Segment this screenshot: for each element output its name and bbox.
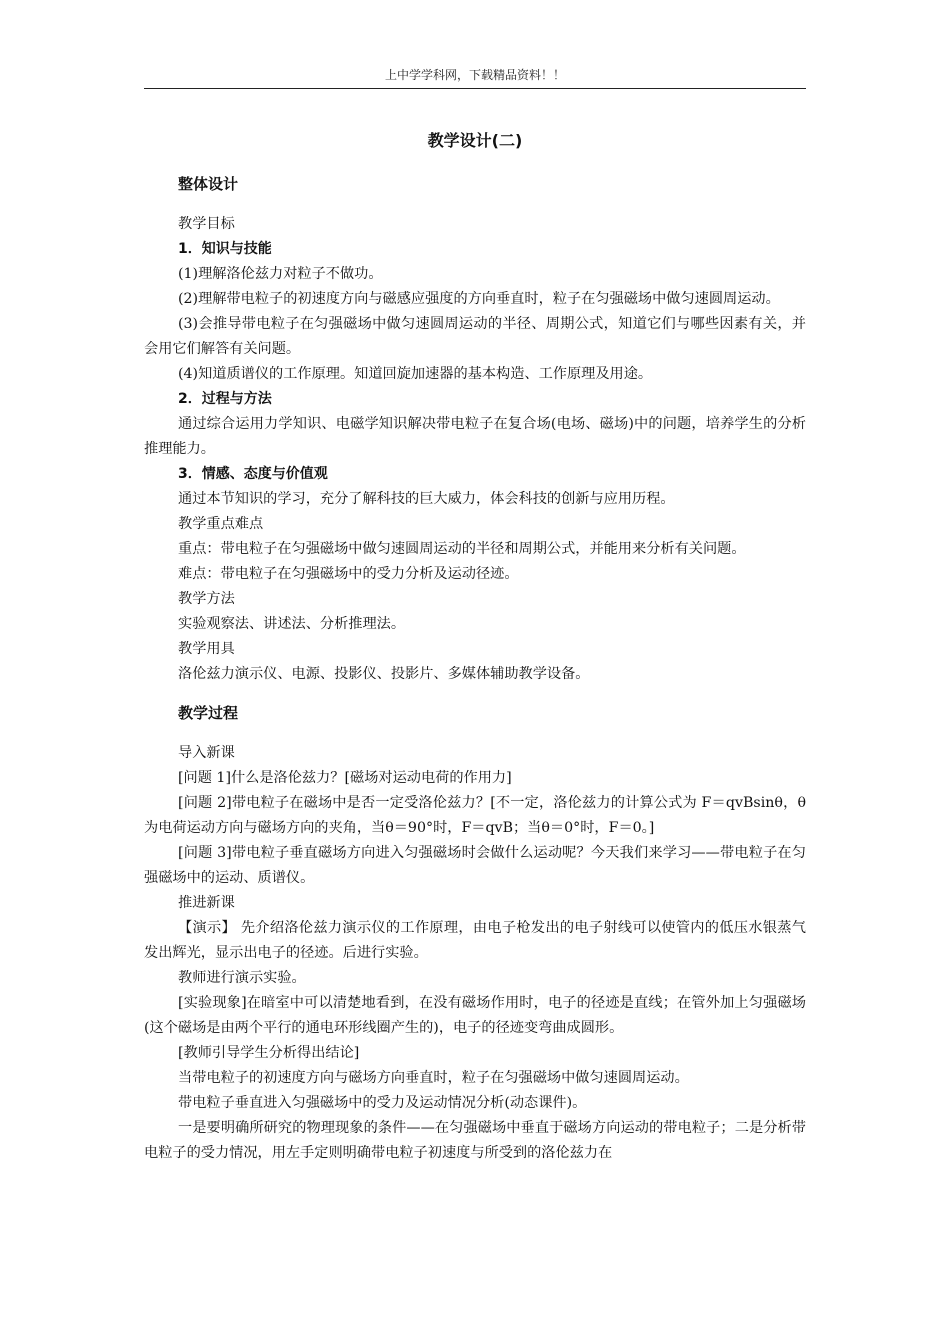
page-header: 上中学学科网，下载精品资料！！	[144, 66, 806, 89]
question-2: [问题 2]带电粒子在磁场中是否一定受洛伦兹力？[不一定，洛伦兹力的计算公式为 F＝qvBsinθ，θ为电荷运动方向与磁场方向的夹角，当θ＝90°时，F＝qvB；当θ＝0°时，F＝0。]	[144, 795, 806, 836]
teacher-guide: [教师引导学生分析得出结论]	[178, 1045, 360, 1061]
tools-label: 教学用具	[178, 641, 235, 657]
knowledge-skills-title: 1．知识与技能	[178, 241, 272, 257]
goals-label: 教学目标	[178, 216, 235, 232]
demo-paragraph: 【演示】 先介绍洛伦兹力演示仪的工作原理，由电子枪发出的电子射线可以使管内的低压水银蒸气发出辉光，显示出电子的径迹。后进行实验。	[144, 920, 806, 961]
experiment-phenomenon: [实验现象]在暗室中可以清楚地看到，在没有磁场作用时，电子的径迹是直线；在管外加上匀强磁场(这个磁场是由两个平行的通电环形线圈产生的)，电子的径迹变弯曲成圆形。	[144, 995, 806, 1036]
new-lesson-label: 推进新课	[178, 895, 235, 911]
knowledge-item-3: (3)会推导带电粒子在匀强磁场中做匀速圆周运动的半径、周期公式，知道它们与哪些因素有关，并会用它们解答有关问题。	[144, 316, 806, 357]
tools-text: 洛伦兹力演示仪、电源、投影仪、投影片、多媒体辅助教学设备。	[178, 666, 590, 682]
keypoints-label: 教学重点难点	[178, 516, 264, 532]
conclusion-text: 当带电粒子的初速度方向与磁场方向垂直时，粒子在匀强磁场中做匀速圆周运动。	[178, 1070, 689, 1086]
process-methods-title: 2．过程与方法	[178, 391, 272, 407]
intro-label: 导入新课	[178, 745, 235, 761]
document-title: 教学设计(二)	[427, 131, 523, 150]
document-body	[144, 126, 806, 1166]
last-paragraph: 一是要明确所研究的物理现象的条件——在匀强磁场中垂直于磁场方向运动的带电粒子；二是分析带电粒子的受力情况，用左手定则明确带电粒子初速度与所受到的洛伦兹力在	[144, 1120, 806, 1161]
question-1: [问题 1]什么是洛伦兹力？[磁场对运动电荷的作用力]	[178, 770, 512, 786]
question-3: [问题 3]带电粒子垂直磁场方向进入匀强磁场时会做什么运动呢？今天我们来学习——带电粒子在匀强磁场中的运动、质谱仪。	[144, 845, 806, 886]
knowledge-item-4: (4)知道质谱仪的工作原理。知道回旋加速器的基本构造、工作原理及用途。	[178, 366, 653, 382]
process-methods-text: 通过综合运用力学知识、电磁学知识解决带电粒子在复合场(电场、磁场)中的问题，培养学生的分析推理能力。	[144, 416, 806, 457]
knowledge-item-1: (1)理解洛伦兹力对粒子不做功。	[178, 266, 383, 282]
methods-label: 教学方法	[178, 591, 235, 607]
emotion-values-title: 3．情感、态度与价值观	[178, 466, 328, 482]
analysis-text: 带电粒子垂直进入匀强磁场中的受力及运动情况分析(动态课件)。	[178, 1095, 587, 1111]
knowledge-item-2: (2)理解带电粒子的初速度方向与磁感应强度的方向垂直时，粒子在匀强磁场中做匀速圆周运动。	[178, 291, 780, 307]
keypoint-key: 重点：带电粒子在匀强磁场中做匀速圆周运动的半径和周期公式，并能用来分析有关问题。	[178, 541, 746, 557]
methods-text: 实验观察法、讲述法、分析推理法。	[178, 616, 406, 632]
emotion-values-text: 通过本节知识的学习，充分了解科技的巨大威力，体会科技的创新与应用历程。	[178, 491, 675, 507]
keypoint-difficult: 难点：带电粒子在匀强磁场中的受力分析及运动径迹。	[178, 566, 519, 582]
section-heading-overall-design: 整体设计	[178, 175, 239, 193]
section-heading-teaching-process: 教学过程	[178, 704, 239, 722]
teacher-demo: 教师进行演示实验。	[178, 970, 306, 986]
